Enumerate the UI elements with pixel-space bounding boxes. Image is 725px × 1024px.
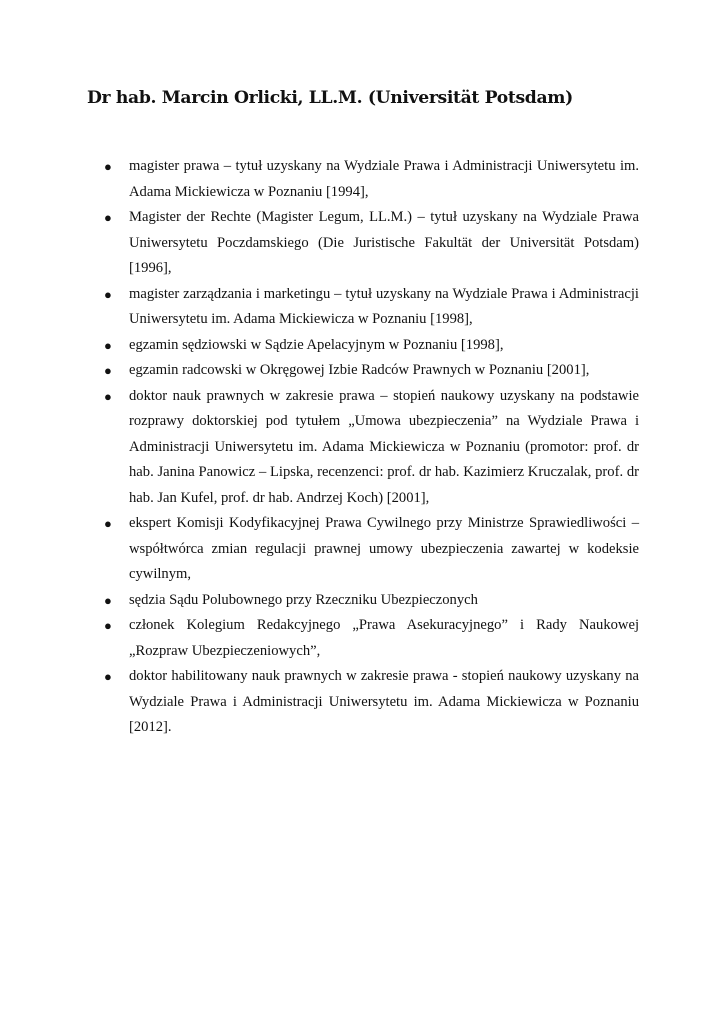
list-item-text: doktor nauk prawnych w zakresie prawa – stopień naukowy uzyskany na podstawie rozprawy doktorskiej pod tytułem „Umowa ubezpieczenia” na Wydziale Prawa i Administracji Uniwersytetu im. Adama Mickiewicza w Poznaniu (promotor: prof. dr hab. Janina Panowicz – Lipska, recenzenci: prof. dr hab. Kazimierz Kruczalak, prof. dr hab. Jan Kufel, prof. dr hab. Andrzej Koch) [2001], — [129, 387, 639, 506]
list-item-text: ekspert Komisji Kodyfikacyjnej Prawa Cywilnego przy Ministrze Sprawiedliwości – współtwórca zmian regulacji prawnej umowy ubezpieczenia zawartej w kodeksie cywilnym, — [129, 515, 639, 582]
list-item — [104, 205, 639, 282]
list-item-text: egzamin radcowski w Okręgowej Izbie Radców Prawnych w Poznaniu [2001], — [129, 362, 590, 378]
list-item — [104, 154, 639, 205]
bullet-icon: ● — [104, 388, 112, 404]
list-item-text: Magister der Rechte (Magister Legum, LL.M.) – tytuł uzyskany na Wydziale Prawa Uniwersytetu Poczdamskiego (Die Juristische Fakultät der Universität Potsdam) [1996], — [129, 209, 639, 276]
bullet-icon: ● — [104, 618, 112, 633]
list-item — [104, 333, 639, 359]
list-item — [104, 588, 639, 614]
bullet-icon: ● — [104, 159, 112, 174]
bullet-icon: ● — [104, 337, 112, 353]
list-item-text: doktor habilitowany nauk prawnych w zakresie prawa - stopień naukowy uzyskany na Wydziale Prawa i Administracji Uniwersytetu im. Adama Mickiewicza w Poznaniu [2012]. — [129, 668, 639, 735]
list-item — [104, 384, 639, 512]
list-item-text: magister zarządzania i marketingu – tytuł uzyskany na Wydziale Prawa i Administracji Uniwersytetu im. Adama Mickiewicza w Poznaniu [1998], — [129, 285, 639, 327]
bullet-icon: ● — [104, 592, 112, 608]
list-item-text: członek Kolegium Redakcyjnego „Prawa Asekuracyjnego” i Rady Naukowej „Rozpraw Ubezpieczeniowych”, — [129, 617, 639, 659]
list-item — [104, 664, 639, 741]
list-item — [104, 282, 639, 333]
document-title: Dr hab. Marcin Orlicki, LL.M. (Universität Potsdam) — [87, 88, 573, 108]
list-item — [104, 511, 639, 588]
qualifications-list — [104, 154, 639, 741]
bullet-icon: ● — [104, 669, 112, 684]
list-item — [104, 613, 639, 664]
bullet-icon: ● — [104, 363, 112, 378]
list-item-text: sędzia Sądu Polubownego przy Rzeczniku Ubezpieczonych — [129, 591, 478, 608]
list-item-text: egzamin sędziowski w Sądzie Apelacyjnym w Poznaniu [1998], — [129, 336, 504, 353]
list-item — [104, 358, 639, 384]
bullet-icon: ● — [104, 286, 112, 302]
bullet-icon: ● — [104, 210, 112, 225]
bullet-icon: ● — [104, 516, 112, 531]
list-item-text: magister prawa – tytuł uzyskany na Wydziale Prawa i Administracji Uniwersytetu im. Adama Mickiewicza w Poznaniu [1994], — [129, 158, 639, 200]
